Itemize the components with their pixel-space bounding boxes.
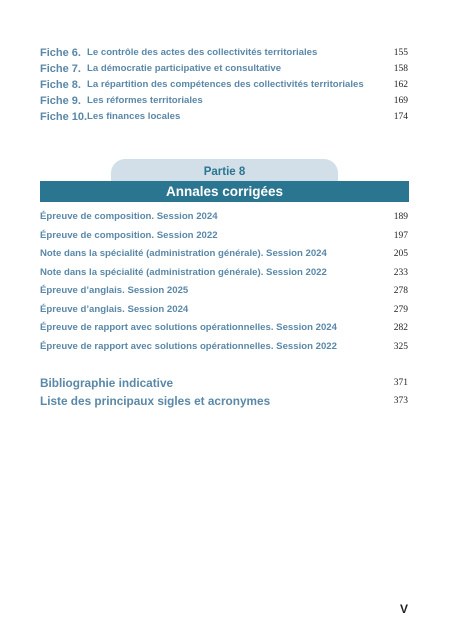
toc-entry-acronyms[interactable] <box>40 392 410 410</box>
entry-title: Épreuve de rapport avec solutions opérationnelles. Session 2022 <box>40 340 337 352</box>
page-number: 278 <box>393 286 408 296</box>
page-number: 282 <box>393 323 408 333</box>
entry-title: Note dans la spécialité (administration générale). Session 2024 <box>40 248 327 259</box>
fiche-title: Les finances locales <box>87 111 181 122</box>
fiche-number: Fiche 8. <box>40 79 81 91</box>
fiche-number: Fiche 10. <box>40 111 88 123</box>
toc-entry-fiche-7[interactable] <box>40 61 410 77</box>
page-number: 205 <box>393 249 408 259</box>
toc-entry[interactable] <box>40 227 410 246</box>
fiche-title: La démocratie participative et consultative <box>87 63 282 74</box>
toc-entry[interactable] <box>40 208 410 227</box>
toc-entry[interactable] <box>40 319 410 338</box>
fiche-title: Le contrôle des actes des collectivités territoriales <box>87 47 318 58</box>
toc-entry[interactable] <box>40 264 410 283</box>
entry-title: Épreuve d’anglais. Session 2025 <box>40 285 189 296</box>
toc-entry-fiche-10[interactable] <box>40 109 410 125</box>
page-number: 197 <box>393 230 408 241</box>
toc-entry[interactable] <box>40 338 410 357</box>
toc-entry[interactable] <box>40 282 410 301</box>
entry-title: Liste des principaux sigles et acronymes <box>40 394 271 408</box>
entry-title: Épreuve de rapport avec solutions opérationnelles. Session 2024 <box>40 322 337 333</box>
page-number: 169 <box>393 96 408 106</box>
toc-entry-fiche-9[interactable] <box>40 93 410 109</box>
toc-entry-fiche-8[interactable] <box>40 77 410 93</box>
part-title-band <box>40 181 409 202</box>
fiche-number: Fiche 6. <box>40 47 81 59</box>
annales-list <box>40 208 410 356</box>
page-number: 233 <box>393 267 408 278</box>
entry-title: Épreuve de composition. Session 2024 <box>40 211 218 222</box>
toc-entry-bibliography[interactable] <box>40 374 410 392</box>
page-number: 373 <box>393 396 408 406</box>
page-number: 155 <box>393 48 408 58</box>
entry-title: Épreuve de composition. Session 2022 <box>40 229 218 241</box>
page-number: 162 <box>393 80 408 90</box>
page-folio: V <box>399 602 408 616</box>
part-title: Annales corrigées <box>165 184 284 199</box>
part-label: Partie 8 <box>203 166 246 178</box>
fiches-list <box>40 45 410 125</box>
fiche-title: Les réformes territoriales <box>87 95 203 106</box>
fiche-number: Fiche 7. <box>40 63 81 75</box>
entry-title: Épreuve d’anglais. Session 2024 <box>40 303 189 315</box>
fiche-number: Fiche 9. <box>40 95 81 107</box>
toc-entry-fiche-6[interactable] <box>40 45 410 61</box>
toc-entry[interactable] <box>40 301 410 320</box>
entry-title: Bibliographie indicative <box>40 376 174 390</box>
backmatter-list <box>40 374 410 410</box>
page-number: 371 <box>393 378 408 388</box>
entry-title: Note dans la spécialité (administration générale). Session 2022 <box>40 266 327 278</box>
page-number: 279 <box>393 304 408 315</box>
page-number: 174 <box>393 112 408 122</box>
toc-entry[interactable] <box>40 245 410 264</box>
fiche-title: La répartition des compétences des collectivités territoriales <box>87 79 364 90</box>
page-number: 189 <box>393 212 408 222</box>
page-number: 325 <box>393 341 408 352</box>
page-number: 158 <box>393 64 408 74</box>
